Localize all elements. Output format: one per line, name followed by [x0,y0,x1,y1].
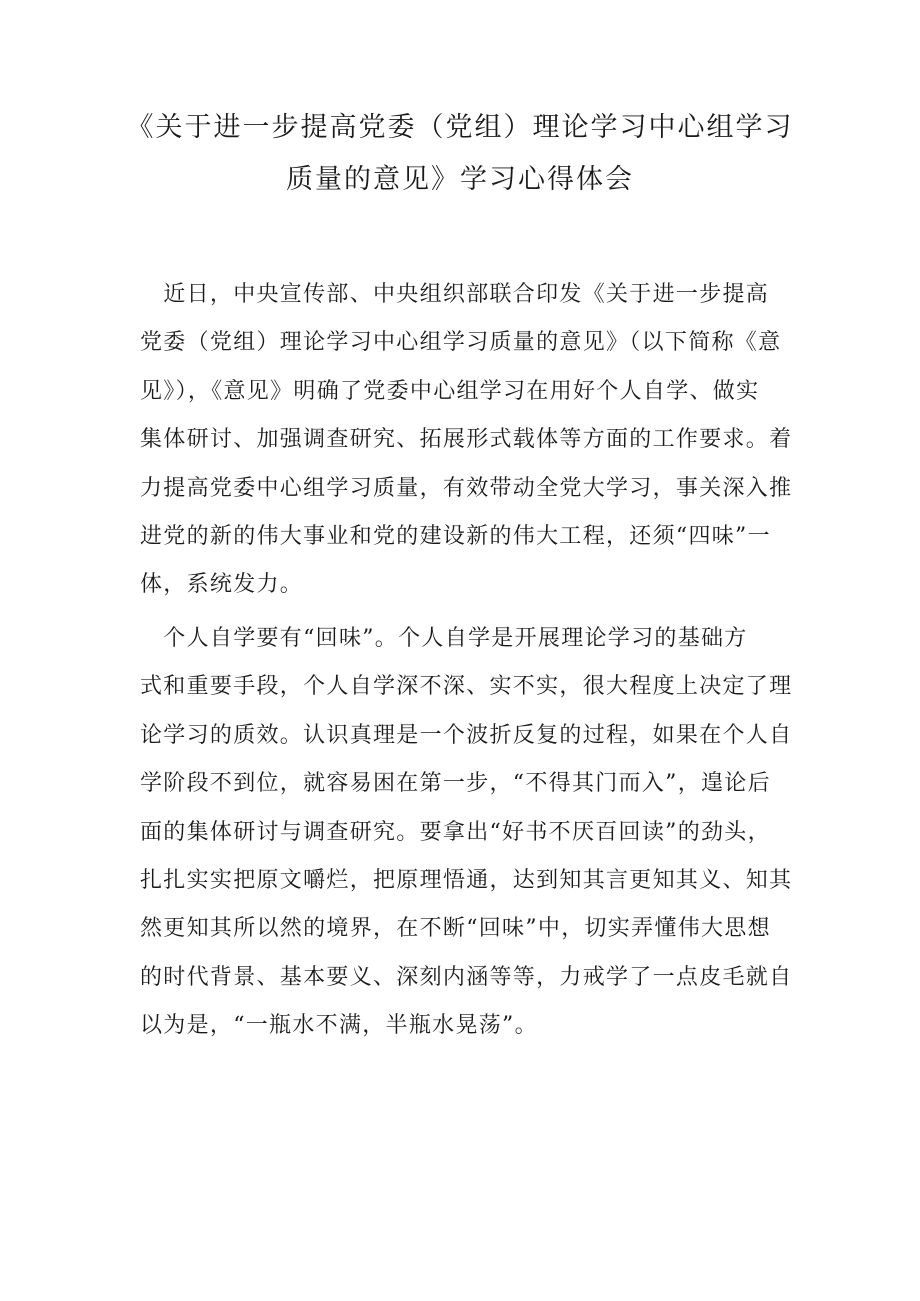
document-title-line-1: 《关于进一步提高党委（党组）理论学习中心组学习 [126,112,794,143]
document-title-line-2: 质量的意见》学习心得体会 [286,164,634,195]
paragraph-line: 进党的新的伟大事业和党的建设新的伟大工程，还须“四味”一 [140,523,771,549]
paragraph-line: 体，系统发力。 [140,572,304,598]
paragraph-line: 式和重要手段，个人自学深不深、实不实，很大程度上决定了理 [140,674,793,700]
paragraph-line: 力提高党委中心组学习质量，有效带动全党大学习，事关深入推 [140,475,793,501]
paragraph-line: 的时代背景、基本要义、深刻内涵等等，力戒学了一点皮毛就自 [140,964,793,990]
paragraph-line: 近日，中央宣传部、中央组织部联合印发《关于进一步提高 [140,282,770,307]
paragraph-line: 党委（党组）理论学习中心组学习质量的意见》（以下简称《意 [140,330,782,356]
paragraph-line: 然更知其所以然的境界，在不断“回味”中，切实弄懂伟大思想 [140,916,771,942]
paragraph-line: 见》），《意见》明确了党委中心组学习在用好个人自学、做实 [140,378,760,404]
paragraph-line: 学阶段不到位，就容易困在第一步，“不得其门而入”，遑论后 [140,771,771,797]
paragraph-line: 集体研讨、加强调查研究、拓展形式载体等方面的工作要求。着 [140,427,793,453]
paragraph-line: 以为是，“一瓶水不满，半瓶水晃荡”。 [140,1013,538,1039]
paragraph-line: 个人自学要有“回味”。个人自学是开展理论学习的基础方 [140,626,748,651]
paragraph-line: 论学习的质效。认识真理是一个波折反复的过程，如果在个人自 [140,722,793,748]
paragraph-line: 面的集体研讨与调查研究。要拿出“好书不厌百回读”的劲头， [140,819,771,845]
paragraph-line: 扎扎实实把原文嚼烂，把原理悟通，达到知其言更知其义、知其 [140,867,793,893]
paragraph-self-study [140,615,800,1051]
paragraph-intro [140,271,800,610]
